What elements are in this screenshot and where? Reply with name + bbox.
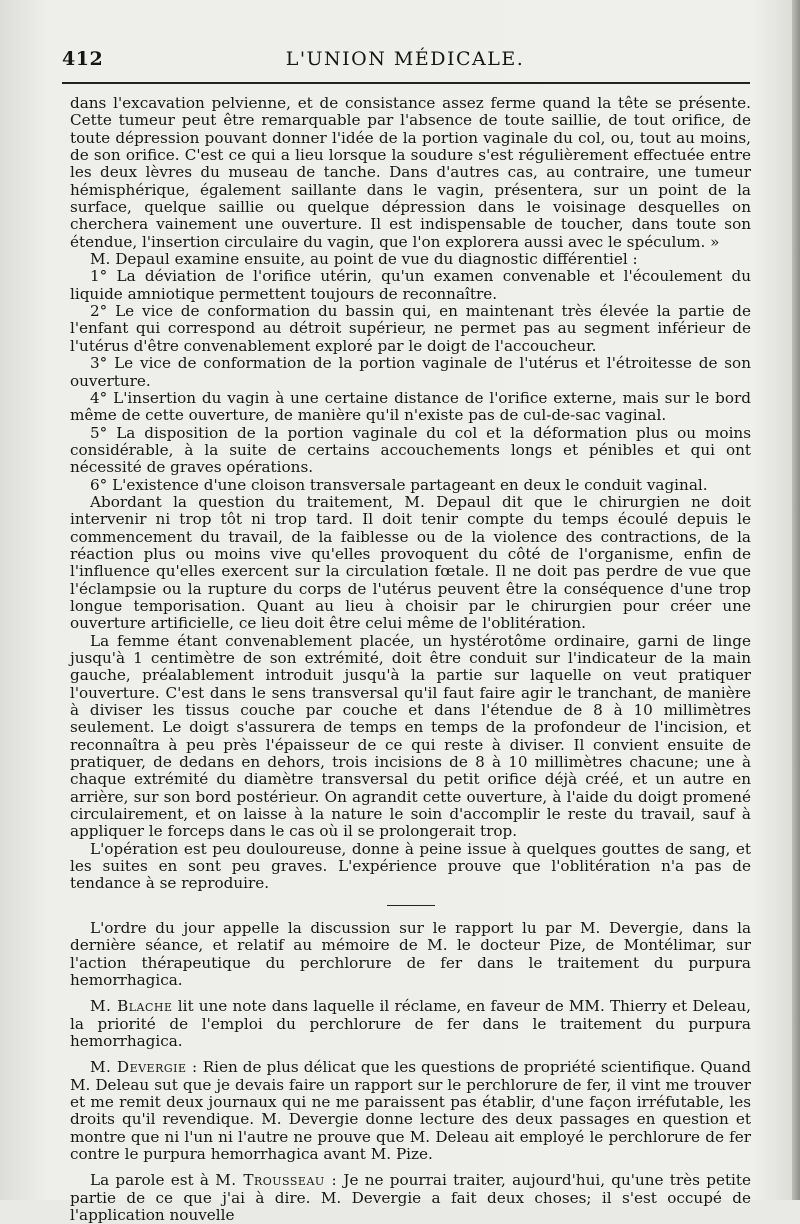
paragraph: dans l'excavation pelvienne, et de consistance assez ferme quand la tête se présente. Cette tumeur peut être remarquable par l'absence de toute saillie, de tout orifice, de toute dépression pouvant donner l'idée de la portion vaginale du col, ou, tout au moins, de son orifice. C'est ce qui a lieu lorsque la soudure s'est régulièrement effectuée entre les deux lèvres du museau de tanche. Dans d'autres cas, au contraire, une tumeur hémisphérique, également saillante dans le vagin, présentera, sur un point de la surface, quelque saillie ou quelque dépression dans le voisinage desquelles on cherchera vainement une ouverture. Il est indispensable de toucher, dans toute son étendue, l'insertion circulaire du vagin, que l'on explorera aussi avec le spéculum. »	[70, 94, 751, 251]
paragraph: L'ordre du jour appelle la discussion sur le rapport lu par M. Devergie, dans la dernière séance, et relatif au mémoire de M. le docteur Pize, de Montélimar, sur l'action thérapeutique du perchlorure de fer dans le traitement du purpura hemorrhagica.	[70, 918, 751, 989]
paragraph: M. Depaul examine ensuite, au point de vue du diagnostic différentiel :	[90, 250, 638, 269]
paragraph: 5° La disposition de la portion vaginale du col et la déformation plus ou moins considérable, à la suite de certains accouchements longs et pénibles et qui ont nécessité de graves opérations.	[70, 423, 751, 477]
paragraph: Abordant la question du traitement, M. Depaul dit que le chirurgien ne doit intervenir ni trop tôt ni trop tard. Il doit tenir compte du temps écoulé depuis le commencement du travail, de la faiblesse ou de la violence des contractions, de la réaction plus ou moins vive qu'elles provoquent du côté de l'organisme, enfin de l'influence qu'elles exercent sur la circulation fœtale. Il ne doit pas perdre de vue que l'éclampsie ou la rupture du corps de l'utérus peuvent être la conséquence d'une trop longue temporisation. Quant au lieu à choisir par le chirurgien pour créer une ouverture artificielle, ce lieu doit être celui même de l'oblitération.	[70, 492, 751, 633]
page-number: 412	[62, 48, 104, 70]
paragraph: 4° L'insertion du vagin à une certaine distance de l'orifice externe, mais sur le bord même de cette ouverture, de manière qu'il n'existe pas de cul-de-sac vaginal.	[70, 388, 751, 425]
speaker-name: M. Blache	[90, 997, 173, 1016]
running-title: L'UNION MÉDICALE.	[285, 48, 525, 70]
section-separator	[387, 905, 435, 906]
paragraph-text: Je ne pourrai traiter, aujourd'hui, qu'une très petite partie de ce que j'ai à dire. M. Devergie a fait deux choses; il s'est occupé de l'application nouvelle	[70, 1171, 751, 1224]
paragraph	[70, 1059, 751, 1163]
paragraph	[70, 998, 751, 1050]
article-body	[70, 95, 751, 1224]
paragraph-text: Rien de plus délicat que les questions de propriété scientifique. Quand M. Deleau sut que je devais faire un rapport sur le perchlorure de fer, il vint me trouver et me remit deux journaux qui ne me paraissent pas établir, d'une façon irréfutable, les droits qu'il revendique. M. Devergie donne lecture des deux passages en question et montre que ni l'un ni l'autre ne prouve que M. Deleau ait employé le perchlorure de fer contre le purpura hemorrhagica avant M. Pize.	[70, 1058, 751, 1163]
paragraph: 3° Le vice de conformation de la portion vaginale de l'utérus et l'étroitesse de son ouverture.	[70, 354, 751, 390]
header-rule	[62, 82, 750, 84]
paragraph	[70, 1172, 751, 1224]
speaker-name: M. Trousseau :	[215, 1171, 338, 1190]
page-edge-shadow	[792, 0, 800, 1200]
paragraph: L'opération est peu douloureuse, donne à peine issue à quelques gouttes de sang, et les suites en sont peu graves. L'expérience prouve que l'oblitération n'a pas de tendance à se reproduire.	[70, 839, 751, 893]
paragraph-text: lit une note dans laquelle il réclame, en faveur de MM. Thierry et Deleau, la priorité de l'emploi du perchlorure de fer dans le traitement du purpura hemorrhagica.	[70, 997, 752, 1050]
paragraph: 2° Le vice de conformation du bassin qui, en maintenant très élevée la partie de l'enfant qui correspond au détroit supérieur, ne permet pas au segment inférieur de l'utérus d'être convenablement exploré par le doigt de l'accoucheur.	[70, 302, 751, 355]
paragraph: La femme étant convenablement placée, un hystérotôme ordinaire, garni de linge jusqu'à 1 centimètre de son extrémité, doit être conduit sur l'indicateur de la main gauche, préalablement introduit jusqu'à la partie sur laquelle on veut pratiquer l'ouverture. C'est dans le sens transversal qu'il faut faire agir le tranchant, de manière à diviser les tissus couche par couche et dans l'étendue de 8 à 10 millimètres seulement. Le doigt s'assurera de temps en temps de la profondeur de l'incision, et reconnaîtra à peu près l'épaisseur de ce qui reste à diviser. Il convient ensuite de pratiquer, de dedans en dehors, trois incisions de 8 à 10 millimètres chacune; une à chaque extrémité du diamètre transversal du petit orifice déjà créé, et un autre en arrière, sur son bord postérieur. On agrandit cette ouverture, à l'aide du doigt promené circulairement, et on laisse à la nature le soin d'accomplir le reste du travail, sauf à appliquer le forceps dans le cas où il se prolongerait trop.	[70, 631, 751, 841]
speaker-name: M. Devergie :	[90, 1058, 198, 1077]
paragraph: 6° L'existence d'une cloison transversale partageant en deux le conduit vaginal.	[90, 475, 708, 494]
paragraph-text: La parole est à	[90, 1171, 216, 1190]
page-header	[62, 46, 748, 74]
paragraph: 1° La déviation de l'orifice utérin, qu'un examen convenable et l'écoulement du liquide amniotique permettent toujours de reconnaître.	[70, 267, 751, 303]
